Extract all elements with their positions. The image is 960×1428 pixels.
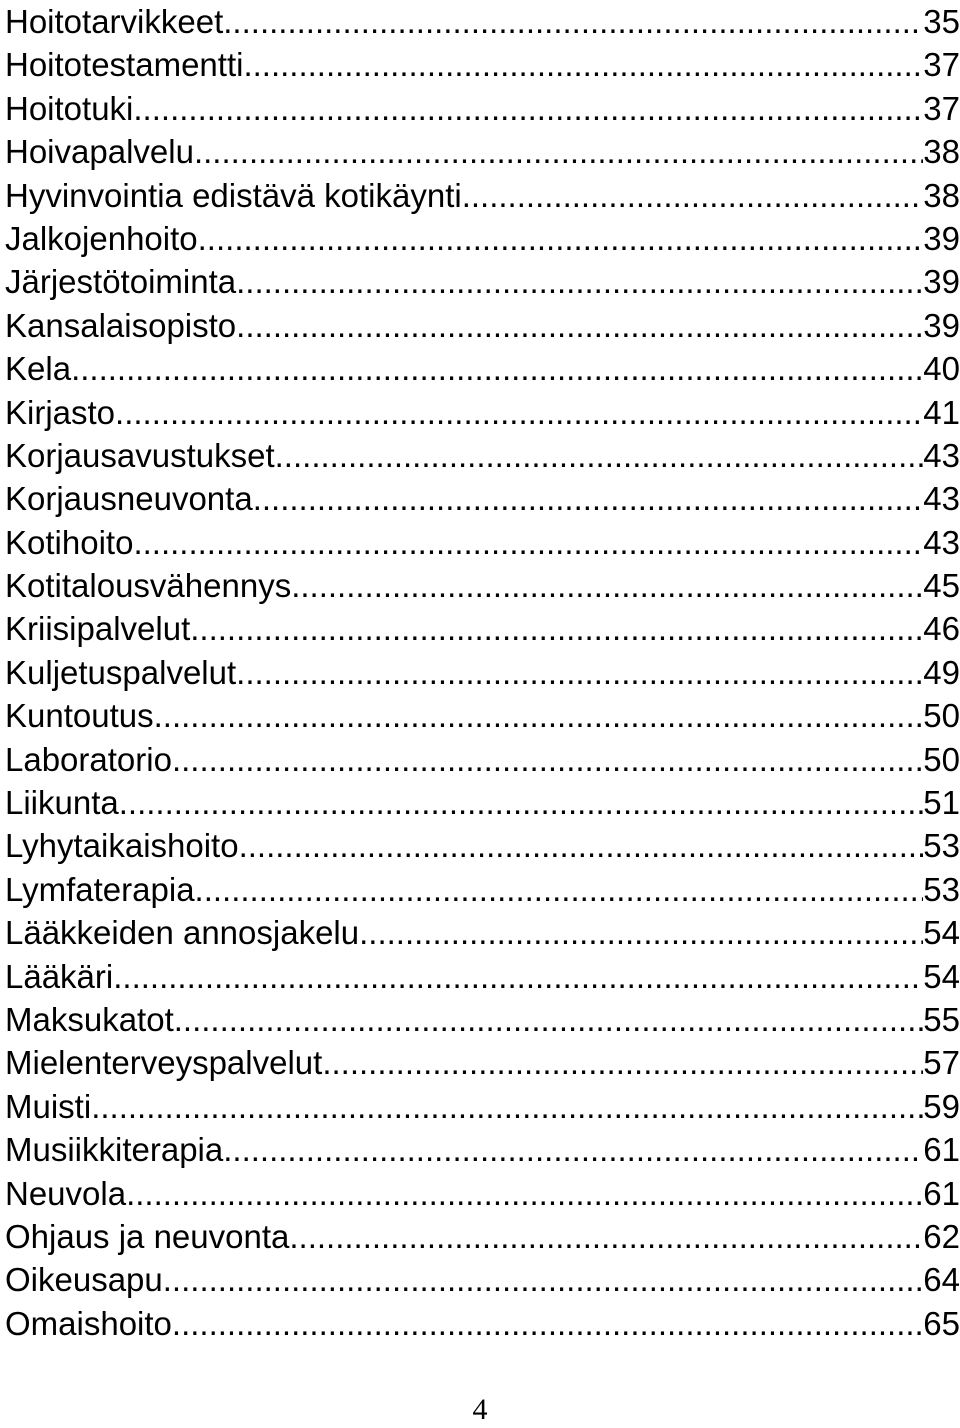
toc-dot-leader — [359, 911, 923, 954]
toc-entry-title: Kela — [5, 350, 72, 388]
toc-dot-leader — [133, 521, 923, 564]
toc-entry-page: 43 — [923, 480, 960, 518]
toc-entry-page: 62 — [923, 1217, 960, 1255]
toc-entry-title: Lyhytaikaishoito — [5, 827, 239, 865]
toc-entry — [5, 391, 960, 434]
toc-dot-leader — [71, 347, 923, 390]
toc-dot-leader — [194, 130, 923, 173]
toc-entry — [5, 1041, 960, 1084]
toc-entry — [5, 651, 960, 694]
toc-entry-title: Mielenterveyspalvelut — [5, 1044, 323, 1082]
toc-entry-title: Maksukatot — [5, 1000, 174, 1038]
toc-dot-leader — [275, 434, 924, 477]
toc-entry — [5, 781, 960, 824]
toc-entry-page: 53 — [923, 870, 960, 908]
toc-dot-leader — [243, 43, 923, 86]
toc-dot-leader — [289, 1215, 923, 1258]
toc-entry-page: 45 — [923, 567, 960, 605]
toc-entry-title: Hoitotuki — [5, 89, 134, 127]
toc-entry-title: Neuvola — [5, 1174, 127, 1212]
toc-dot-leader — [126, 1172, 923, 1215]
toc-dot-leader — [190, 607, 923, 650]
toc-entry-title: Lääkkeiden annosjakelu — [5, 914, 360, 952]
toc-dot-leader — [236, 651, 923, 694]
toc-entry-title: Kriisipalvelut — [5, 610, 191, 648]
toc-dot-leader — [174, 998, 924, 1041]
toc-entry-title: Hyvinvointia edistävä kotikäynti — [5, 176, 462, 214]
toc-dot-leader — [253, 477, 924, 520]
toc-entry-title: Oikeusapu — [5, 1261, 163, 1299]
toc-entry-title: Korjausneuvonta — [5, 480, 253, 518]
toc-entry-title: Kuljetuspalvelut — [5, 653, 237, 691]
toc-entry — [5, 434, 960, 477]
toc-entry-page: 49 — [923, 653, 960, 691]
toc-dot-leader — [115, 391, 923, 434]
toc-entry — [5, 1215, 960, 1258]
toc-entry — [5, 1258, 960, 1301]
toc-entry — [5, 1085, 960, 1128]
toc-entry-page: 43 — [923, 523, 960, 561]
toc-entry-page: 57 — [923, 1044, 960, 1082]
toc-entry-page: 43 — [923, 436, 960, 474]
table-of-contents — [5, 0, 960, 1345]
toc-entry-title: Ohjaus ja neuvonta — [5, 1217, 290, 1255]
toc-dot-leader — [322, 1041, 923, 1084]
toc-entry-title: Liikunta — [5, 784, 119, 822]
toc-entry — [5, 304, 960, 347]
toc-dot-leader — [119, 781, 924, 824]
toc-entry — [5, 607, 960, 650]
toc-entry — [5, 217, 960, 260]
toc-entry-title: Hoivapalvelu — [5, 133, 194, 171]
toc-entry — [5, 694, 960, 737]
toc-entry-page: 64 — [923, 1261, 960, 1299]
toc-entry — [5, 911, 960, 954]
toc-entry — [5, 955, 960, 998]
toc-dot-leader — [154, 694, 924, 737]
page-number: 4 — [472, 1393, 488, 1426]
toc-entry — [5, 998, 960, 1041]
toc-entry-page: 54 — [923, 957, 960, 995]
toc-dot-leader — [198, 217, 924, 260]
toc-dot-leader — [195, 868, 924, 911]
toc-entry-page: 65 — [923, 1304, 960, 1342]
toc-entry-page: 46 — [923, 610, 960, 648]
toc-entry-title: Laboratorio — [5, 740, 172, 778]
toc-entry-page: 39 — [923, 263, 960, 301]
toc-entry-page: 39 — [923, 306, 960, 344]
toc-entry-page: 50 — [923, 697, 960, 735]
toc-entry — [5, 87, 960, 130]
toc-dot-leader — [236, 260, 923, 303]
toc-entry-page: 59 — [923, 1087, 960, 1125]
toc-dot-leader — [133, 87, 923, 130]
toc-dot-leader — [172, 738, 923, 781]
toc-dot-leader — [113, 955, 923, 998]
toc-entry-title: Hoitotarvikkeet — [5, 3, 224, 40]
toc-dot-leader — [223, 1128, 923, 1171]
toc-entry-title: Muisti — [5, 1087, 92, 1125]
toc-entry — [5, 347, 960, 390]
toc-entry-page: 41 — [923, 393, 960, 431]
toc-entry-page: 55 — [923, 1000, 960, 1038]
toc-entry — [5, 1172, 960, 1215]
toc-entry-page: 37 — [923, 46, 960, 84]
toc-entry-title: Korjausavustukset — [5, 436, 275, 474]
toc-entry-title: Kirjasto — [5, 393, 116, 431]
toc-entry-title: Kansalaisopisto — [5, 306, 237, 344]
toc-entry-page: 61 — [923, 1174, 960, 1212]
toc-entry-page: 40 — [923, 350, 960, 388]
toc-entry-title: Lymfaterapia — [5, 870, 195, 908]
toc-dot-leader — [239, 824, 924, 867]
toc-dot-leader — [172, 1302, 923, 1345]
toc-entry-title: Kuntoutus — [5, 697, 154, 735]
toc-entry-title: Kotitalousvähennys — [5, 567, 292, 605]
toc-entry-title: Jalkojenhoito — [5, 219, 198, 257]
toc-entry-title: Kotihoito — [5, 523, 134, 561]
toc-entry-title: Musiikkiterapia — [5, 1131, 224, 1169]
toc-entry-page: 50 — [923, 740, 960, 778]
toc-entry-page: 53 — [923, 827, 960, 865]
toc-entry — [5, 477, 960, 520]
toc-entry — [5, 868, 960, 911]
toc-entry-page: 35 — [923, 3, 960, 40]
toc-entry — [5, 1128, 960, 1171]
toc-entry-title: Omaishoito — [5, 1304, 172, 1342]
toc-dot-leader — [291, 564, 923, 607]
toc-dot-leader — [91, 1085, 923, 1128]
toc-entry-title: Järjestötoiminta — [5, 263, 237, 301]
toc-entry-title: Lääkäri — [5, 957, 114, 995]
toc-entry — [5, 564, 960, 607]
toc-entry — [5, 130, 960, 173]
toc-entry — [5, 43, 960, 86]
toc-entry-page: 51 — [923, 784, 960, 822]
toc-entry-page: 38 — [923, 176, 960, 214]
toc-entry-page: 38 — [923, 133, 960, 171]
toc-entry — [5, 174, 960, 217]
toc-entry — [5, 0, 960, 43]
toc-entry — [5, 824, 960, 867]
toc-dot-leader — [462, 174, 924, 217]
toc-entry-page: 39 — [923, 219, 960, 257]
toc-entry-page: 37 — [923, 89, 960, 127]
toc-entry — [5, 1302, 960, 1345]
toc-entry — [5, 260, 960, 303]
toc-entry — [5, 738, 960, 781]
toc-entry-title: Hoitotestamentti — [5, 46, 244, 84]
toc-dot-leader — [223, 0, 923, 43]
toc-dot-leader — [163, 1258, 924, 1301]
toc-entry-page: 54 — [923, 914, 960, 952]
toc-entry — [5, 521, 960, 564]
toc-dot-leader — [236, 304, 923, 347]
toc-entry-page: 61 — [923, 1131, 960, 1169]
